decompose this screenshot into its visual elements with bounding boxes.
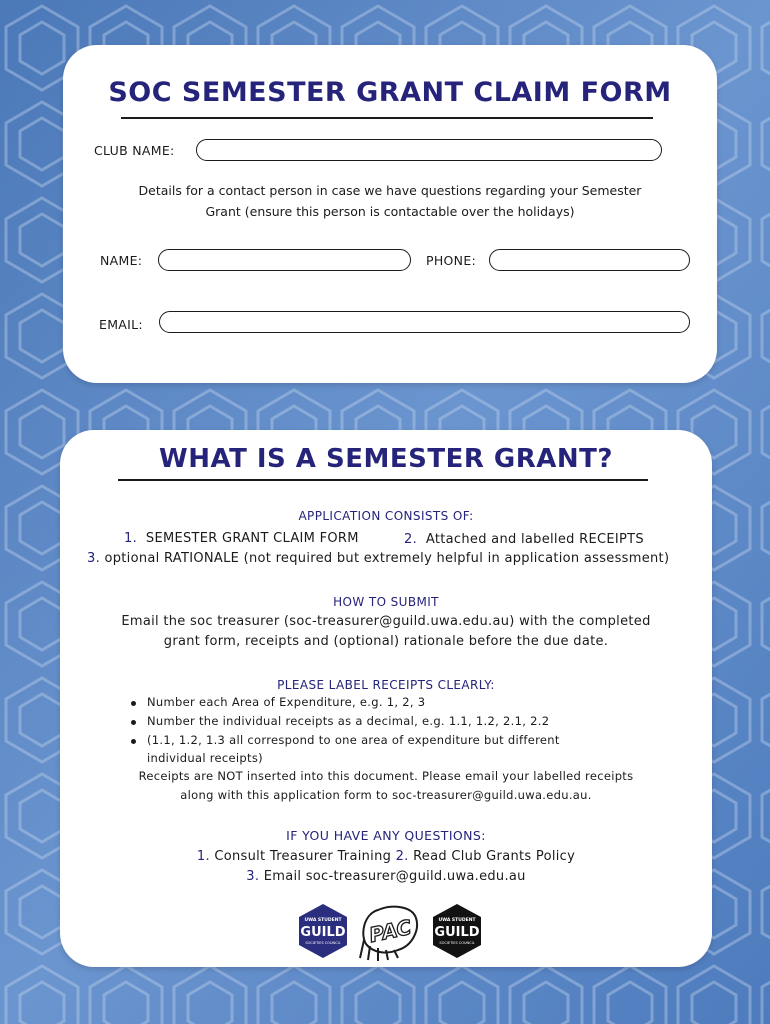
form-title: SOC SEMESTER GRANT CLAIM FORM bbox=[108, 77, 672, 108]
pac-logo-text: PAC bbox=[366, 914, 414, 948]
app-item-2 bbox=[404, 532, 644, 547]
guild-right-sub-text: SOCIETIES COUNCIL bbox=[439, 941, 475, 945]
app-item-3-text: optional RATIONALE (not required but extremely helpful in application assessment) bbox=[104, 551, 670, 566]
q-item-1-text: Consult Treasurer Training bbox=[214, 849, 392, 864]
guild-left-big-text: GUILD bbox=[300, 925, 346, 940]
q-item-2-text: Read Club Grants Policy bbox=[413, 849, 576, 864]
info-title: WHAT IS A SEMESTER GRANT? bbox=[159, 444, 613, 474]
guild-logo-right bbox=[429, 903, 485, 959]
receipts-note-2: along with this application form to soc-treasurer@guild.uwa.edu.au. bbox=[180, 788, 592, 802]
questions-heading: IF YOU HAVE ANY QUESTIONS: bbox=[286, 828, 486, 843]
bullet-dot bbox=[131, 720, 136, 725]
app-item-3 bbox=[87, 551, 669, 566]
q-item-3-num: 3. bbox=[246, 869, 260, 884]
bullet-dot bbox=[131, 739, 136, 744]
bullet-3: (1.1, 1.2, 1.3 all correspond to one area of expenditure but different bbox=[147, 733, 560, 747]
guild-left-sub-text: SOCIETIES COUNCIL bbox=[305, 941, 341, 945]
submit-line-1: Email the soc treasurer (soc-treasurer@guild.uwa.edu.au) with the completed bbox=[121, 614, 651, 629]
name-label: NAME: bbox=[100, 253, 143, 268]
email-field[interactable] bbox=[159, 311, 690, 333]
bullet-3-continued: individual receipts) bbox=[147, 751, 263, 765]
contact-note-line-2: Grant (ensure this person is contactable over the holidays) bbox=[205, 204, 575, 219]
questions-line-1 bbox=[60, 849, 712, 864]
pac-logo bbox=[358, 900, 422, 962]
phone-field[interactable] bbox=[489, 249, 690, 271]
app-item-3-num: 3. bbox=[87, 551, 101, 566]
application-heading: APPLICATION CONSISTS OF: bbox=[298, 509, 474, 523]
guild-right-big-text: GUILD bbox=[434, 925, 480, 940]
name-field[interactable] bbox=[158, 249, 411, 271]
app-item-2-num: 2. bbox=[404, 532, 418, 547]
guild-right-small-text: UWA STUDENT bbox=[438, 918, 476, 923]
questions-line-2 bbox=[60, 869, 712, 884]
club-name-field[interactable] bbox=[196, 139, 662, 161]
phone-label: PHONE: bbox=[426, 253, 477, 268]
claim-form-card bbox=[63, 45, 717, 383]
receipts-note-1: Receipts are NOT inserted into this document. Please email your labelled receipts bbox=[138, 769, 634, 783]
contact-note-line-1: Details for a contact person in case we have questions regarding your Semester bbox=[138, 183, 642, 198]
app-item-1-num: 1. bbox=[124, 531, 138, 546]
bullet-dot bbox=[131, 701, 136, 706]
bullet-1: Number each Area of Expenditure, e.g. 1, 2, 3 bbox=[147, 695, 426, 709]
app-item-1-text: SEMESTER GRANT CLAIM FORM bbox=[145, 531, 359, 546]
q-item-1-num: 1. bbox=[196, 849, 210, 864]
submit-line-2: grant form, receipts and (optional) rationale before the due date. bbox=[163, 634, 609, 649]
submit-heading: HOW TO SUBMIT bbox=[333, 595, 439, 609]
guild-left-small-text: UWA STUDENT bbox=[304, 918, 342, 923]
q-item-2-num: 2. bbox=[395, 849, 409, 864]
bullet-2: Number the individual receipts as a decimal, e.g. 1.1, 1.2, 2.1, 2.2 bbox=[147, 714, 550, 728]
app-item-1 bbox=[124, 531, 359, 546]
club-name-label: CLUB NAME: bbox=[94, 143, 175, 158]
email-label: EMAIL: bbox=[99, 317, 143, 332]
info-card bbox=[60, 430, 712, 967]
info-title-underline bbox=[118, 479, 648, 481]
app-item-2-text: Attached and labelled RECEIPTS bbox=[425, 532, 644, 547]
label-heading: PLEASE LABEL RECEIPTS CLEARLY: bbox=[277, 678, 495, 692]
guild-logo-left bbox=[295, 903, 351, 959]
q-item-3-text: Email soc-treasurer@guild.uwa.edu.au bbox=[263, 869, 526, 884]
title-underline bbox=[121, 117, 653, 119]
